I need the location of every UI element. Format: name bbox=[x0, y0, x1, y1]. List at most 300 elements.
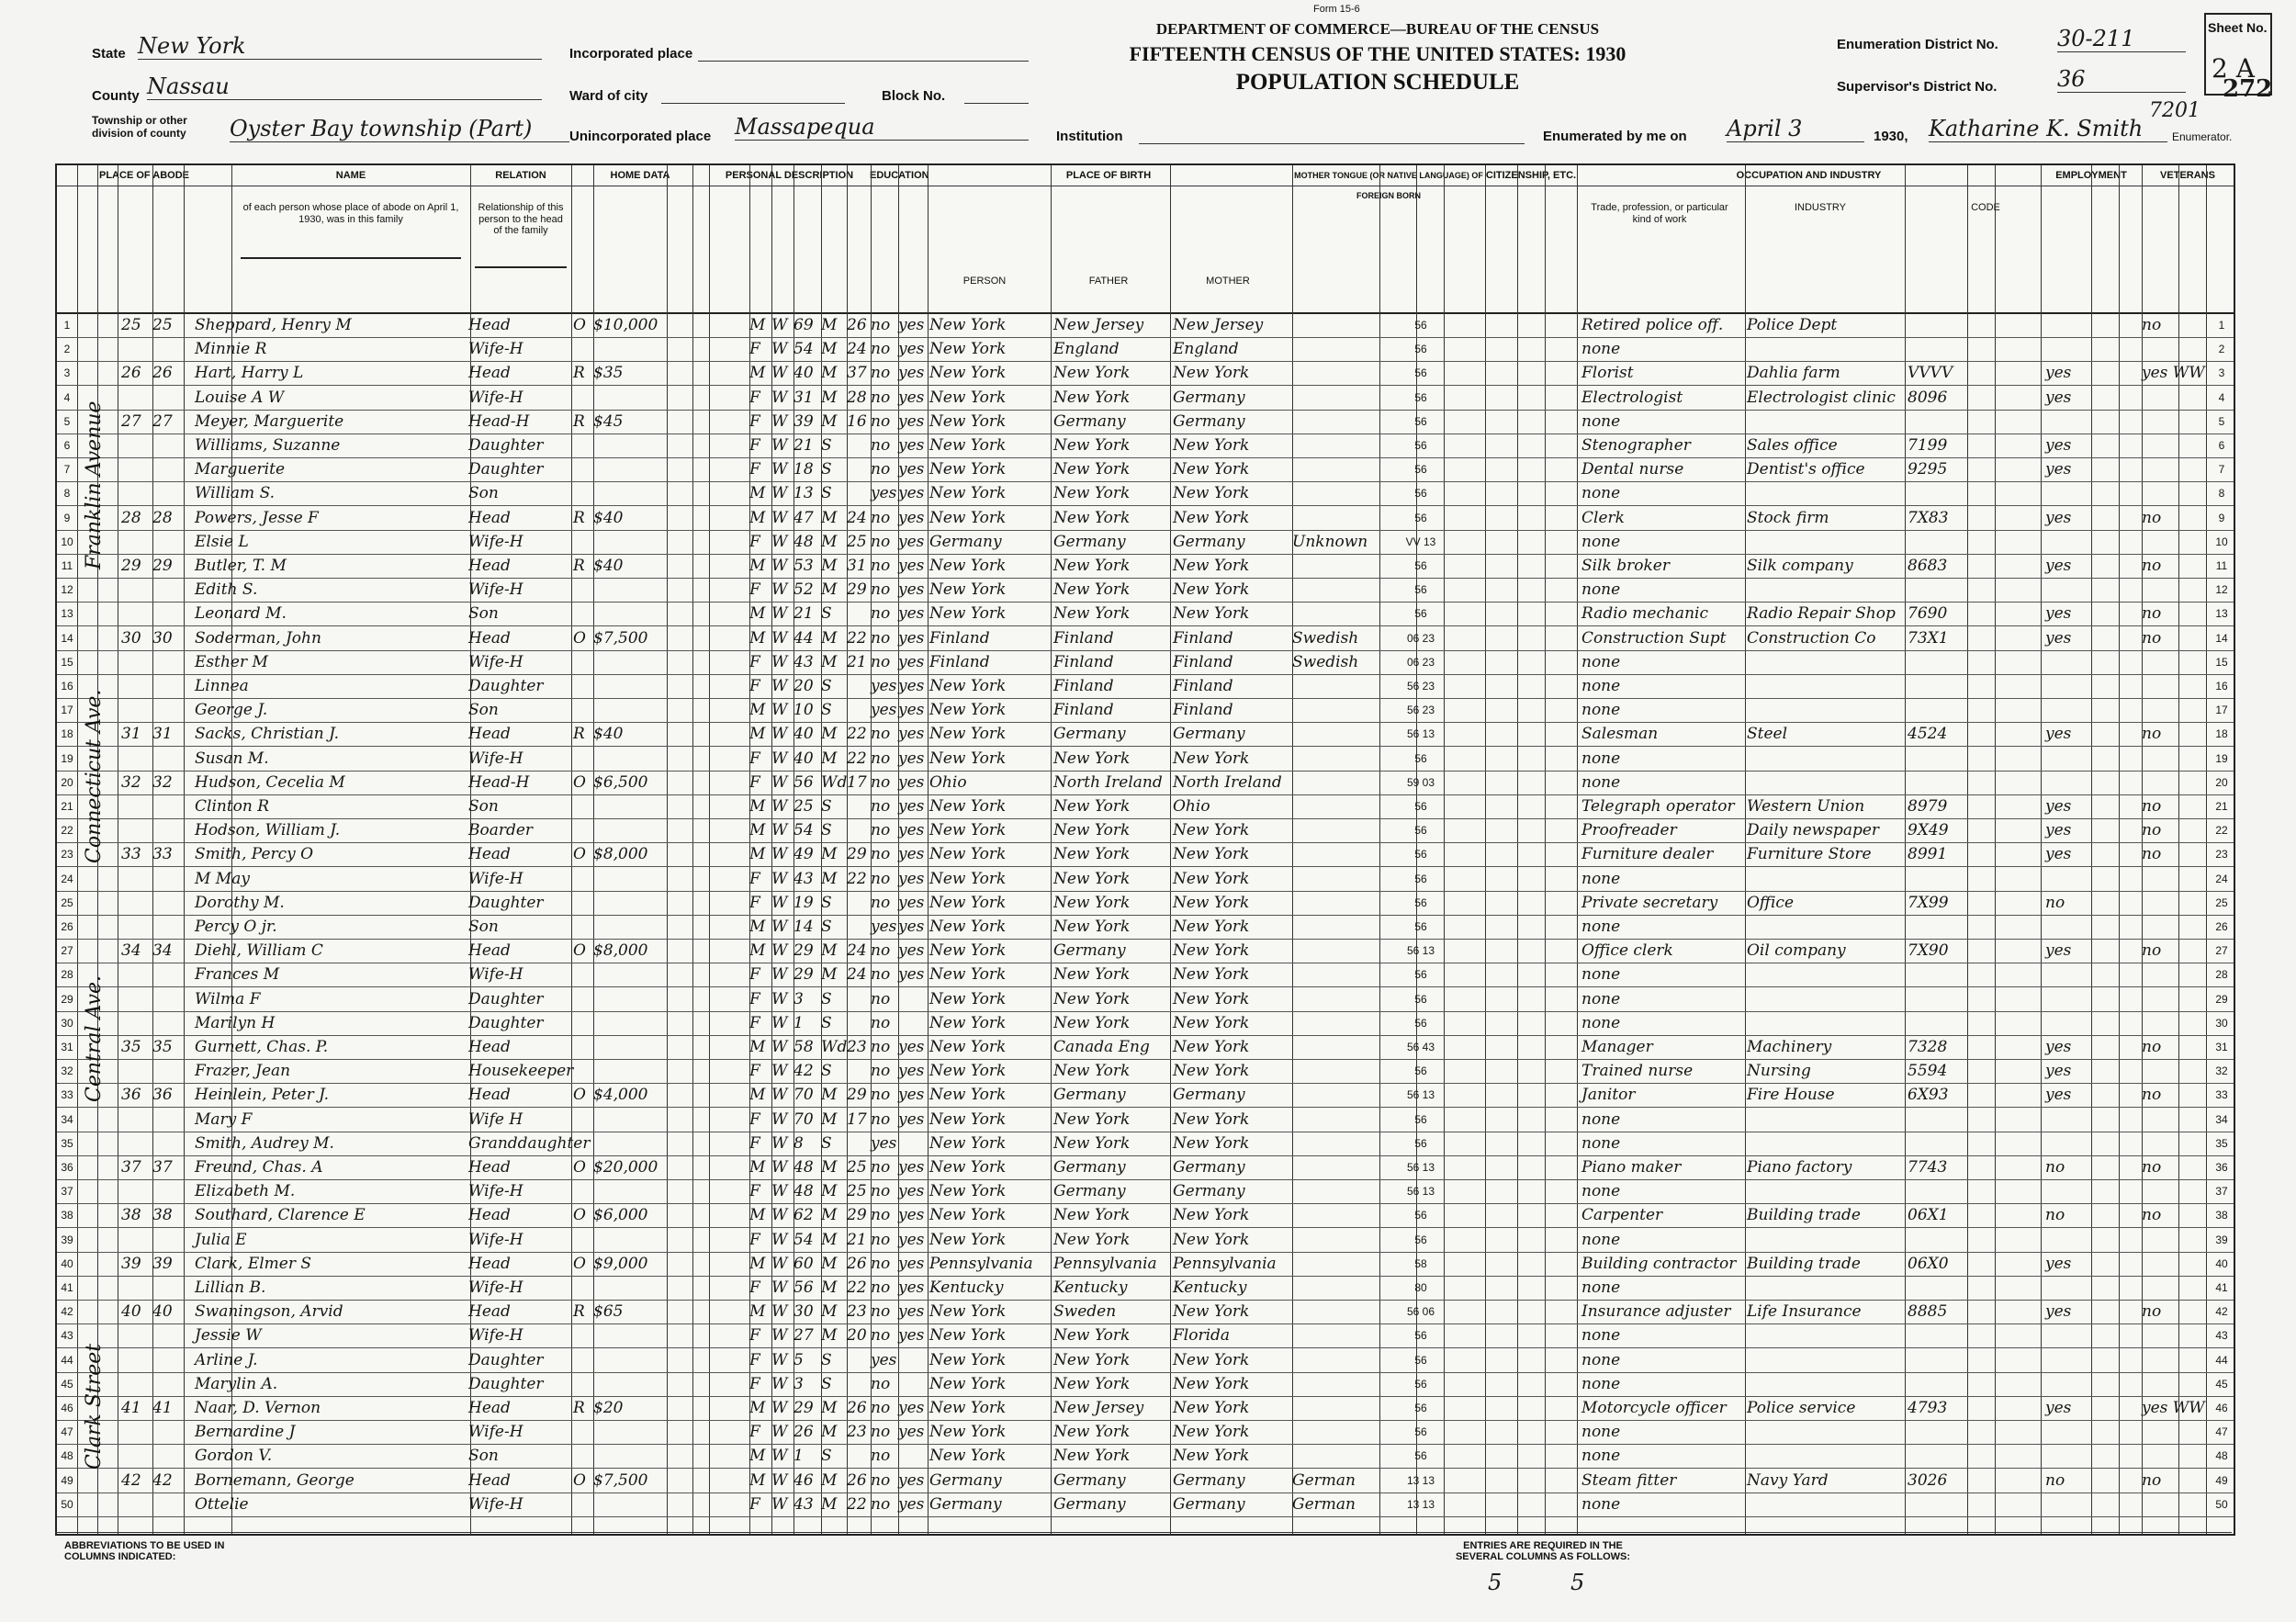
cell-sex: F bbox=[749, 652, 760, 671]
cell-occ: Insurance adjuster bbox=[1581, 1302, 1731, 1322]
cell-home bbox=[573, 1036, 593, 1058]
cell-mar: M bbox=[821, 965, 838, 985]
cell-val bbox=[593, 458, 667, 480]
cell-name: Ottelie bbox=[195, 1494, 249, 1514]
table-row bbox=[57, 1397, 2234, 1419]
cell-age: 39 bbox=[793, 411, 814, 431]
cell-tongue bbox=[1292, 1253, 1379, 1275]
cell-line-number-right: 33 bbox=[2215, 1088, 2228, 1102]
cell-mb: New York bbox=[1173, 580, 1250, 600]
cell-emp bbox=[2045, 988, 2091, 1010]
cell-agem: 17 bbox=[847, 1109, 867, 1129]
cell-code: 56 bbox=[1414, 607, 1427, 621]
cell-n: 1 bbox=[63, 319, 71, 332]
cell-mb: New York bbox=[1173, 1399, 1250, 1417]
cell-mb: Germany bbox=[1173, 1158, 1245, 1177]
cell-line-number-right: 19 bbox=[2215, 751, 2228, 765]
cell-emp bbox=[2045, 1277, 2091, 1299]
cell-mar: M bbox=[821, 1206, 838, 1225]
cell-mb: England bbox=[1173, 340, 1239, 359]
cell-home: O bbox=[573, 628, 586, 648]
cell-rel: Housekeeper bbox=[468, 1062, 574, 1081]
cell-val: $6,500 bbox=[593, 772, 648, 792]
cell-home bbox=[573, 1132, 593, 1155]
cell-home bbox=[573, 531, 593, 553]
cell-pb: New York bbox=[929, 1302, 1007, 1322]
cell-dw bbox=[121, 387, 152, 409]
cell-code: 56 bbox=[1414, 1425, 1427, 1439]
cell-dw: 31 bbox=[121, 725, 141, 744]
cell-fb: New York bbox=[1053, 484, 1131, 503]
cell-ind bbox=[1747, 651, 1903, 673]
cell-mb: North Ireland bbox=[1173, 772, 1282, 792]
cell-val: $40 bbox=[593, 557, 624, 575]
cell-val bbox=[593, 1349, 667, 1371]
cell-n: 25 bbox=[61, 895, 73, 909]
cell-line-number-right: 47 bbox=[2215, 1425, 2228, 1439]
cell-home: R bbox=[573, 557, 585, 575]
cell-rel: Head bbox=[468, 364, 511, 383]
cell-mar: M bbox=[821, 1158, 838, 1177]
cell-n: 20 bbox=[61, 775, 73, 789]
cell-agem: 28 bbox=[847, 388, 867, 407]
table-row bbox=[57, 1470, 2234, 1492]
cell-val: $6,000 bbox=[593, 1206, 648, 1225]
cell-code: 56 23 bbox=[1406, 680, 1435, 693]
cell-race: W bbox=[771, 340, 788, 359]
table-row bbox=[57, 1204, 2234, 1226]
cell-dw bbox=[121, 531, 152, 553]
cell-name: Naar, D. Vernon bbox=[195, 1399, 321, 1417]
cell-val: $7,500 bbox=[593, 1470, 648, 1490]
cell-dw bbox=[121, 579, 152, 601]
cell-agem: 21 bbox=[847, 1230, 867, 1249]
cell-tongue bbox=[1292, 675, 1379, 697]
table-row bbox=[57, 1445, 2234, 1467]
cell-occ: Radio mechanic bbox=[1581, 604, 1708, 624]
cell-tongue bbox=[1292, 819, 1379, 841]
cell-emp: no bbox=[2045, 893, 2065, 912]
cell-age: 26 bbox=[793, 1423, 814, 1442]
cell-fb: Finland bbox=[1053, 628, 1114, 648]
cell-age: 40 bbox=[793, 725, 814, 744]
cell-tongue bbox=[1292, 1229, 1379, 1251]
cell-tongue bbox=[1292, 507, 1379, 529]
cell-code: 56 13 bbox=[1406, 727, 1435, 741]
cell-oc bbox=[1908, 1349, 1963, 1371]
cell-tongue: Unknown bbox=[1292, 532, 1368, 551]
cell-pb: New York bbox=[929, 1109, 1007, 1129]
cell-mb: New York bbox=[1173, 1206, 1250, 1225]
cell-read: yes bbox=[898, 1278, 925, 1297]
cell-emp bbox=[2045, 868, 2091, 890]
cell-name: Linnea bbox=[195, 677, 249, 695]
cell-sex: F bbox=[749, 965, 760, 985]
cell-sch: no bbox=[871, 580, 891, 600]
cell-ind: Steel bbox=[1747, 725, 1788, 744]
cell-ind: Machinery bbox=[1747, 1038, 1832, 1056]
cell-fam bbox=[152, 868, 184, 890]
cell-read: yes bbox=[898, 821, 925, 840]
cell-name: George J. bbox=[195, 701, 268, 720]
cell-mar: S bbox=[821, 1062, 832, 1081]
cell-rel: Wife-H bbox=[468, 749, 523, 768]
cell-emp: yes bbox=[2045, 388, 2072, 407]
cell-read: yes bbox=[898, 1086, 925, 1105]
cell-fam: 37 bbox=[152, 1158, 173, 1177]
cell-tongue bbox=[1292, 963, 1379, 986]
enumerated-year: 1930, bbox=[1874, 129, 1908, 144]
cell-ind: Construction Co bbox=[1747, 628, 1876, 648]
cell-ind: Piano factory bbox=[1747, 1158, 1852, 1177]
cell-mar: M bbox=[821, 845, 838, 864]
col-occupation: Trade, profession, or particular kind of work bbox=[1591, 202, 1728, 225]
cell-age: 29 bbox=[793, 941, 814, 961]
cell-read: yes bbox=[898, 436, 925, 455]
cell-race: W bbox=[771, 484, 788, 503]
cell-oc: 9295 bbox=[1908, 460, 1948, 479]
cell-mar: M bbox=[821, 580, 838, 600]
cell-mar: S bbox=[821, 1013, 832, 1032]
cell-dw: 27 bbox=[121, 411, 141, 431]
cell-sex: F bbox=[749, 388, 760, 407]
cell-code: 56 bbox=[1414, 1233, 1427, 1246]
cell-agem bbox=[847, 675, 871, 697]
cell-code: 56 bbox=[1414, 1353, 1427, 1367]
cell-occ: Construction Supt bbox=[1581, 628, 1727, 648]
cell-rel: Daughter bbox=[468, 436, 544, 455]
cell-agem bbox=[847, 1349, 871, 1371]
cell-dw bbox=[121, 603, 152, 625]
cell-n: 36 bbox=[61, 1161, 73, 1174]
cell-name: Powers, Jesse F bbox=[195, 508, 319, 527]
cell-oc: 06X1 bbox=[1908, 1206, 1949, 1225]
cell-home bbox=[573, 482, 593, 504]
cell-n: 45 bbox=[61, 1377, 73, 1391]
cell-occ: none bbox=[1581, 749, 1621, 768]
cell-val bbox=[593, 868, 667, 890]
cell-name: Edith S. bbox=[195, 580, 258, 600]
cell-line-number-right: 34 bbox=[2215, 1112, 2228, 1126]
cell-pb: New York bbox=[929, 1399, 1007, 1417]
cell-read: yes bbox=[898, 1494, 925, 1514]
cell-n: 31 bbox=[61, 1041, 73, 1053]
cell-name: M May bbox=[195, 869, 250, 888]
cell-ind bbox=[1747, 675, 1903, 697]
cell-line-number-right: 40 bbox=[2215, 1256, 2228, 1270]
cell-mb: Kentucky bbox=[1173, 1278, 1247, 1297]
cell-read: yes bbox=[898, 316, 925, 334]
cell-race: W bbox=[771, 772, 788, 792]
cell-sex: M bbox=[749, 1302, 766, 1322]
table-row bbox=[57, 1229, 2234, 1251]
table-row bbox=[57, 1036, 2234, 1058]
incorporated-line bbox=[698, 61, 1029, 62]
cell-sex: M bbox=[749, 1038, 766, 1056]
cell-read: yes bbox=[898, 484, 925, 503]
cell-agem: 31 bbox=[847, 557, 867, 575]
cell-race: W bbox=[771, 701, 788, 720]
cell-mb: Germany bbox=[1173, 725, 1245, 744]
cell-emp: yes bbox=[2045, 797, 2072, 816]
cell-sch: no bbox=[871, 508, 891, 527]
cell-mar: M bbox=[821, 1302, 838, 1322]
cell-ind bbox=[1747, 1324, 1903, 1346]
cell-agem: 22 bbox=[847, 1494, 867, 1514]
cell-pb: Germany bbox=[929, 1470, 1002, 1490]
cell-code: 13 13 bbox=[1406, 1497, 1435, 1511]
cell-mb: New York bbox=[1173, 845, 1250, 864]
cell-rel: Granddaughter bbox=[468, 1133, 591, 1153]
cell-mb: New York bbox=[1173, 604, 1250, 624]
cell-home bbox=[573, 1180, 593, 1202]
cell-mb: New York bbox=[1173, 918, 1250, 936]
cell-line-number-right: 39 bbox=[2215, 1233, 2228, 1246]
cell-name: Julia E bbox=[195, 1230, 247, 1249]
cell-sex: F bbox=[749, 1062, 760, 1081]
cell-occ: Electrologist bbox=[1581, 388, 1683, 407]
cell-occ: Proofreader bbox=[1581, 821, 1677, 840]
cell-vet: no bbox=[2142, 1086, 2162, 1105]
cell-mb: New Jersey bbox=[1173, 316, 1264, 334]
cell-home bbox=[573, 819, 593, 841]
cell-read: yes bbox=[898, 1230, 925, 1249]
cell-oc: 5594 bbox=[1908, 1062, 1948, 1081]
cell-sch: no bbox=[871, 965, 891, 985]
cell-vet: no bbox=[2142, 845, 2162, 864]
cell-read: yes bbox=[898, 411, 925, 431]
cell-rel: Wife-H bbox=[468, 532, 523, 551]
cell-age: 54 bbox=[793, 1230, 814, 1249]
cell-val bbox=[593, 1421, 667, 1443]
cell-rel: Wife-H bbox=[468, 388, 523, 407]
cell-name: Mary F bbox=[195, 1109, 253, 1129]
cell-rel: Wife-H bbox=[468, 1423, 523, 1442]
cell-mar: M bbox=[821, 532, 838, 551]
table-row bbox=[57, 1349, 2234, 1371]
cell-val: $40 bbox=[593, 508, 624, 527]
cell-name: Arline J. bbox=[195, 1350, 258, 1369]
cell-mar: S bbox=[821, 1133, 832, 1153]
table-row bbox=[57, 916, 2234, 938]
cell-n: 10 bbox=[61, 535, 73, 548]
cell-age: 54 bbox=[793, 340, 814, 359]
cell-emp: yes bbox=[2045, 845, 2072, 864]
cell-pb: New York bbox=[929, 1062, 1007, 1081]
cell-occ: none bbox=[1581, 532, 1621, 551]
cell-fb: New York bbox=[1053, 1230, 1131, 1249]
cell-home: R bbox=[573, 508, 585, 527]
cell-ind bbox=[1747, 1277, 1903, 1299]
cell-mar: M bbox=[821, 1494, 838, 1514]
cell-fb: New York bbox=[1053, 364, 1131, 383]
cell-sch: no bbox=[871, 1494, 891, 1514]
cell-n: 34 bbox=[61, 1112, 73, 1126]
cell-sch: no bbox=[871, 532, 891, 551]
cell-fam bbox=[152, 338, 184, 360]
cell-code: 56 bbox=[1414, 439, 1427, 452]
cell-occ: Salesman bbox=[1581, 725, 1659, 744]
table-row bbox=[57, 387, 2234, 409]
cell-agem: 25 bbox=[847, 1182, 867, 1201]
cell-ind: Navy Yard bbox=[1747, 1470, 1829, 1490]
cell-read bbox=[898, 1349, 928, 1371]
cell-oc: 7X90 bbox=[1908, 941, 1949, 961]
cell-val bbox=[593, 1373, 667, 1395]
cell-read: yes bbox=[898, 1254, 925, 1273]
cell-sch: no bbox=[871, 1278, 891, 1297]
cell-home bbox=[573, 892, 593, 914]
cell-ind: Silk company bbox=[1747, 557, 1853, 575]
cell-emp bbox=[2045, 1109, 2091, 1131]
cell-n: 41 bbox=[61, 1281, 73, 1294]
cell-agem: 17 bbox=[847, 772, 867, 792]
cell-n: 46 bbox=[61, 1402, 73, 1414]
cell-age: 21 bbox=[793, 436, 814, 455]
cell-mar: S bbox=[821, 460, 832, 479]
cell-name: Smith, Audrey M. bbox=[195, 1133, 334, 1153]
cell-val bbox=[593, 1277, 667, 1299]
cell-oc: 8885 bbox=[1908, 1302, 1948, 1322]
cell-sch: no bbox=[871, 821, 891, 840]
cell-vet: no bbox=[2142, 821, 2162, 840]
cell-home bbox=[573, 458, 593, 480]
cell-oc bbox=[1908, 314, 1963, 336]
cell-sch: no bbox=[871, 1423, 891, 1442]
cell-line-number-right: 9 bbox=[2218, 511, 2225, 524]
col-industry: INDUSTRY bbox=[1794, 202, 1847, 213]
cell-fb: Germany bbox=[1053, 941, 1126, 961]
cell-sch: yes bbox=[871, 701, 897, 720]
cell-age: 52 bbox=[793, 580, 814, 600]
cell-code: 56 bbox=[1414, 559, 1427, 572]
block-line bbox=[964, 103, 1029, 104]
cell-mb: New York bbox=[1173, 484, 1250, 503]
cell-emp bbox=[2045, 1349, 2091, 1371]
cell-occ: none bbox=[1581, 340, 1621, 359]
cell-line-number-right: 42 bbox=[2215, 1305, 2228, 1319]
cell-race: W bbox=[771, 364, 788, 383]
cell-n: 21 bbox=[61, 800, 73, 813]
cell-race: W bbox=[771, 460, 788, 479]
department-title: DEPARTMENT OF COMMERCE—BUREAU OF THE CENSUS bbox=[1155, 20, 1600, 38]
cell-name: Gordon V. bbox=[195, 1447, 273, 1466]
cell-mb: New York bbox=[1173, 1038, 1250, 1056]
cell-sex: F bbox=[749, 1109, 760, 1129]
cell-dw bbox=[121, 338, 152, 360]
cell-home: O bbox=[573, 845, 586, 864]
cell-ind: Police Dept bbox=[1747, 316, 1838, 334]
cell-race: W bbox=[771, 1109, 788, 1129]
cell-rel: Daughter bbox=[468, 1374, 544, 1393]
cell-val: $10,000 bbox=[593, 316, 658, 334]
cell-pb: New York bbox=[929, 1206, 1007, 1225]
cell-sch: no bbox=[871, 725, 891, 744]
cell-ind bbox=[1747, 411, 1903, 433]
cell-line-number-right: 44 bbox=[2215, 1353, 2228, 1367]
cell-val: $9,000 bbox=[593, 1254, 648, 1273]
cell-code: 56 13 bbox=[1406, 1161, 1435, 1174]
col-name-desc: of each person whose place of abode on April 1, 1930, was in this family bbox=[241, 202, 461, 259]
cell-line-number-right: 25 bbox=[2215, 895, 2228, 909]
cell-home: O bbox=[573, 1254, 586, 1273]
cell-rel: Daughter bbox=[468, 989, 544, 1008]
cell-age: 19 bbox=[793, 893, 814, 912]
cell-mar: M bbox=[821, 364, 838, 383]
cell-fam: 29 bbox=[152, 557, 173, 575]
cell-occ: none bbox=[1581, 701, 1621, 720]
cell-emp bbox=[2045, 916, 2091, 938]
cell-fam bbox=[152, 434, 184, 456]
cell-occ: none bbox=[1581, 580, 1621, 600]
cell-read: yes bbox=[898, 1470, 925, 1490]
cell-read: yes bbox=[898, 677, 925, 695]
cell-rel: Wife H bbox=[468, 1109, 523, 1129]
cell-read: yes bbox=[898, 772, 925, 792]
cell-val: $4,000 bbox=[593, 1086, 648, 1105]
cell-ind: Oil company bbox=[1747, 941, 1846, 961]
cell-line-number-right: 48 bbox=[2215, 1449, 2228, 1463]
cell-ind: Office bbox=[1747, 893, 1794, 912]
cell-code: 56 bbox=[1414, 1136, 1427, 1150]
cell-tongue bbox=[1292, 868, 1379, 890]
cell-race: W bbox=[771, 652, 788, 671]
cell-read: yes bbox=[898, 1158, 925, 1177]
cell-sex: F bbox=[749, 340, 760, 359]
cell-fam: 34 bbox=[152, 941, 173, 961]
cell-name: Butler, T. M bbox=[195, 557, 287, 575]
cell-read: yes bbox=[898, 388, 925, 407]
cell-rel: Head bbox=[468, 557, 511, 575]
cell-code: 56 bbox=[1414, 872, 1427, 885]
cell-pb: New York bbox=[929, 1038, 1007, 1056]
cell-n: 3 bbox=[63, 366, 71, 380]
cell-code: 56 13 bbox=[1406, 1185, 1435, 1199]
cell-name: Elsie L bbox=[195, 532, 249, 551]
cell-race: W bbox=[771, 749, 788, 768]
cell-n: 7 bbox=[63, 463, 71, 477]
table-row bbox=[57, 723, 2234, 745]
cell-occ: none bbox=[1581, 1109, 1621, 1129]
table-row bbox=[57, 1253, 2234, 1275]
cell-occ: none bbox=[1581, 677, 1621, 695]
cell-sex: M bbox=[749, 1447, 766, 1466]
cell-tongue bbox=[1292, 940, 1379, 962]
cell-race: W bbox=[771, 821, 788, 840]
cell-mar: S bbox=[821, 604, 832, 624]
cell-race: W bbox=[771, 388, 788, 407]
cell-mb: New York bbox=[1173, 1447, 1250, 1466]
cell-mar: M bbox=[821, 1470, 838, 1490]
cell-mar: M bbox=[821, 1254, 838, 1273]
cell-n: 35 bbox=[61, 1136, 73, 1150]
cell-read: yes bbox=[898, 797, 925, 816]
cell-age: 29 bbox=[793, 1399, 814, 1417]
table-row bbox=[57, 1301, 2234, 1323]
table-row bbox=[57, 988, 2234, 1010]
table-row bbox=[57, 819, 2234, 841]
census-title: FIFTEENTH CENSUS OF THE UNITED STATES: 1930 bbox=[1129, 42, 1626, 65]
group-tongue: MOTHER TONGUE (OR NATIVE LANGUAGE) OF FOREIGN BORN bbox=[1292, 165, 1485, 186]
state-label: State bbox=[92, 46, 126, 62]
cell-age: 60 bbox=[793, 1254, 814, 1273]
group-birth: PLACE OF BIRTH bbox=[925, 165, 1292, 186]
unincorporated-value: Massapequa bbox=[735, 114, 1029, 141]
cell-occ: Stenographer bbox=[1581, 436, 1691, 455]
county-label: County bbox=[92, 88, 140, 104]
cell-agem: 24 bbox=[847, 941, 867, 961]
cell-mb: New York bbox=[1173, 1350, 1250, 1369]
